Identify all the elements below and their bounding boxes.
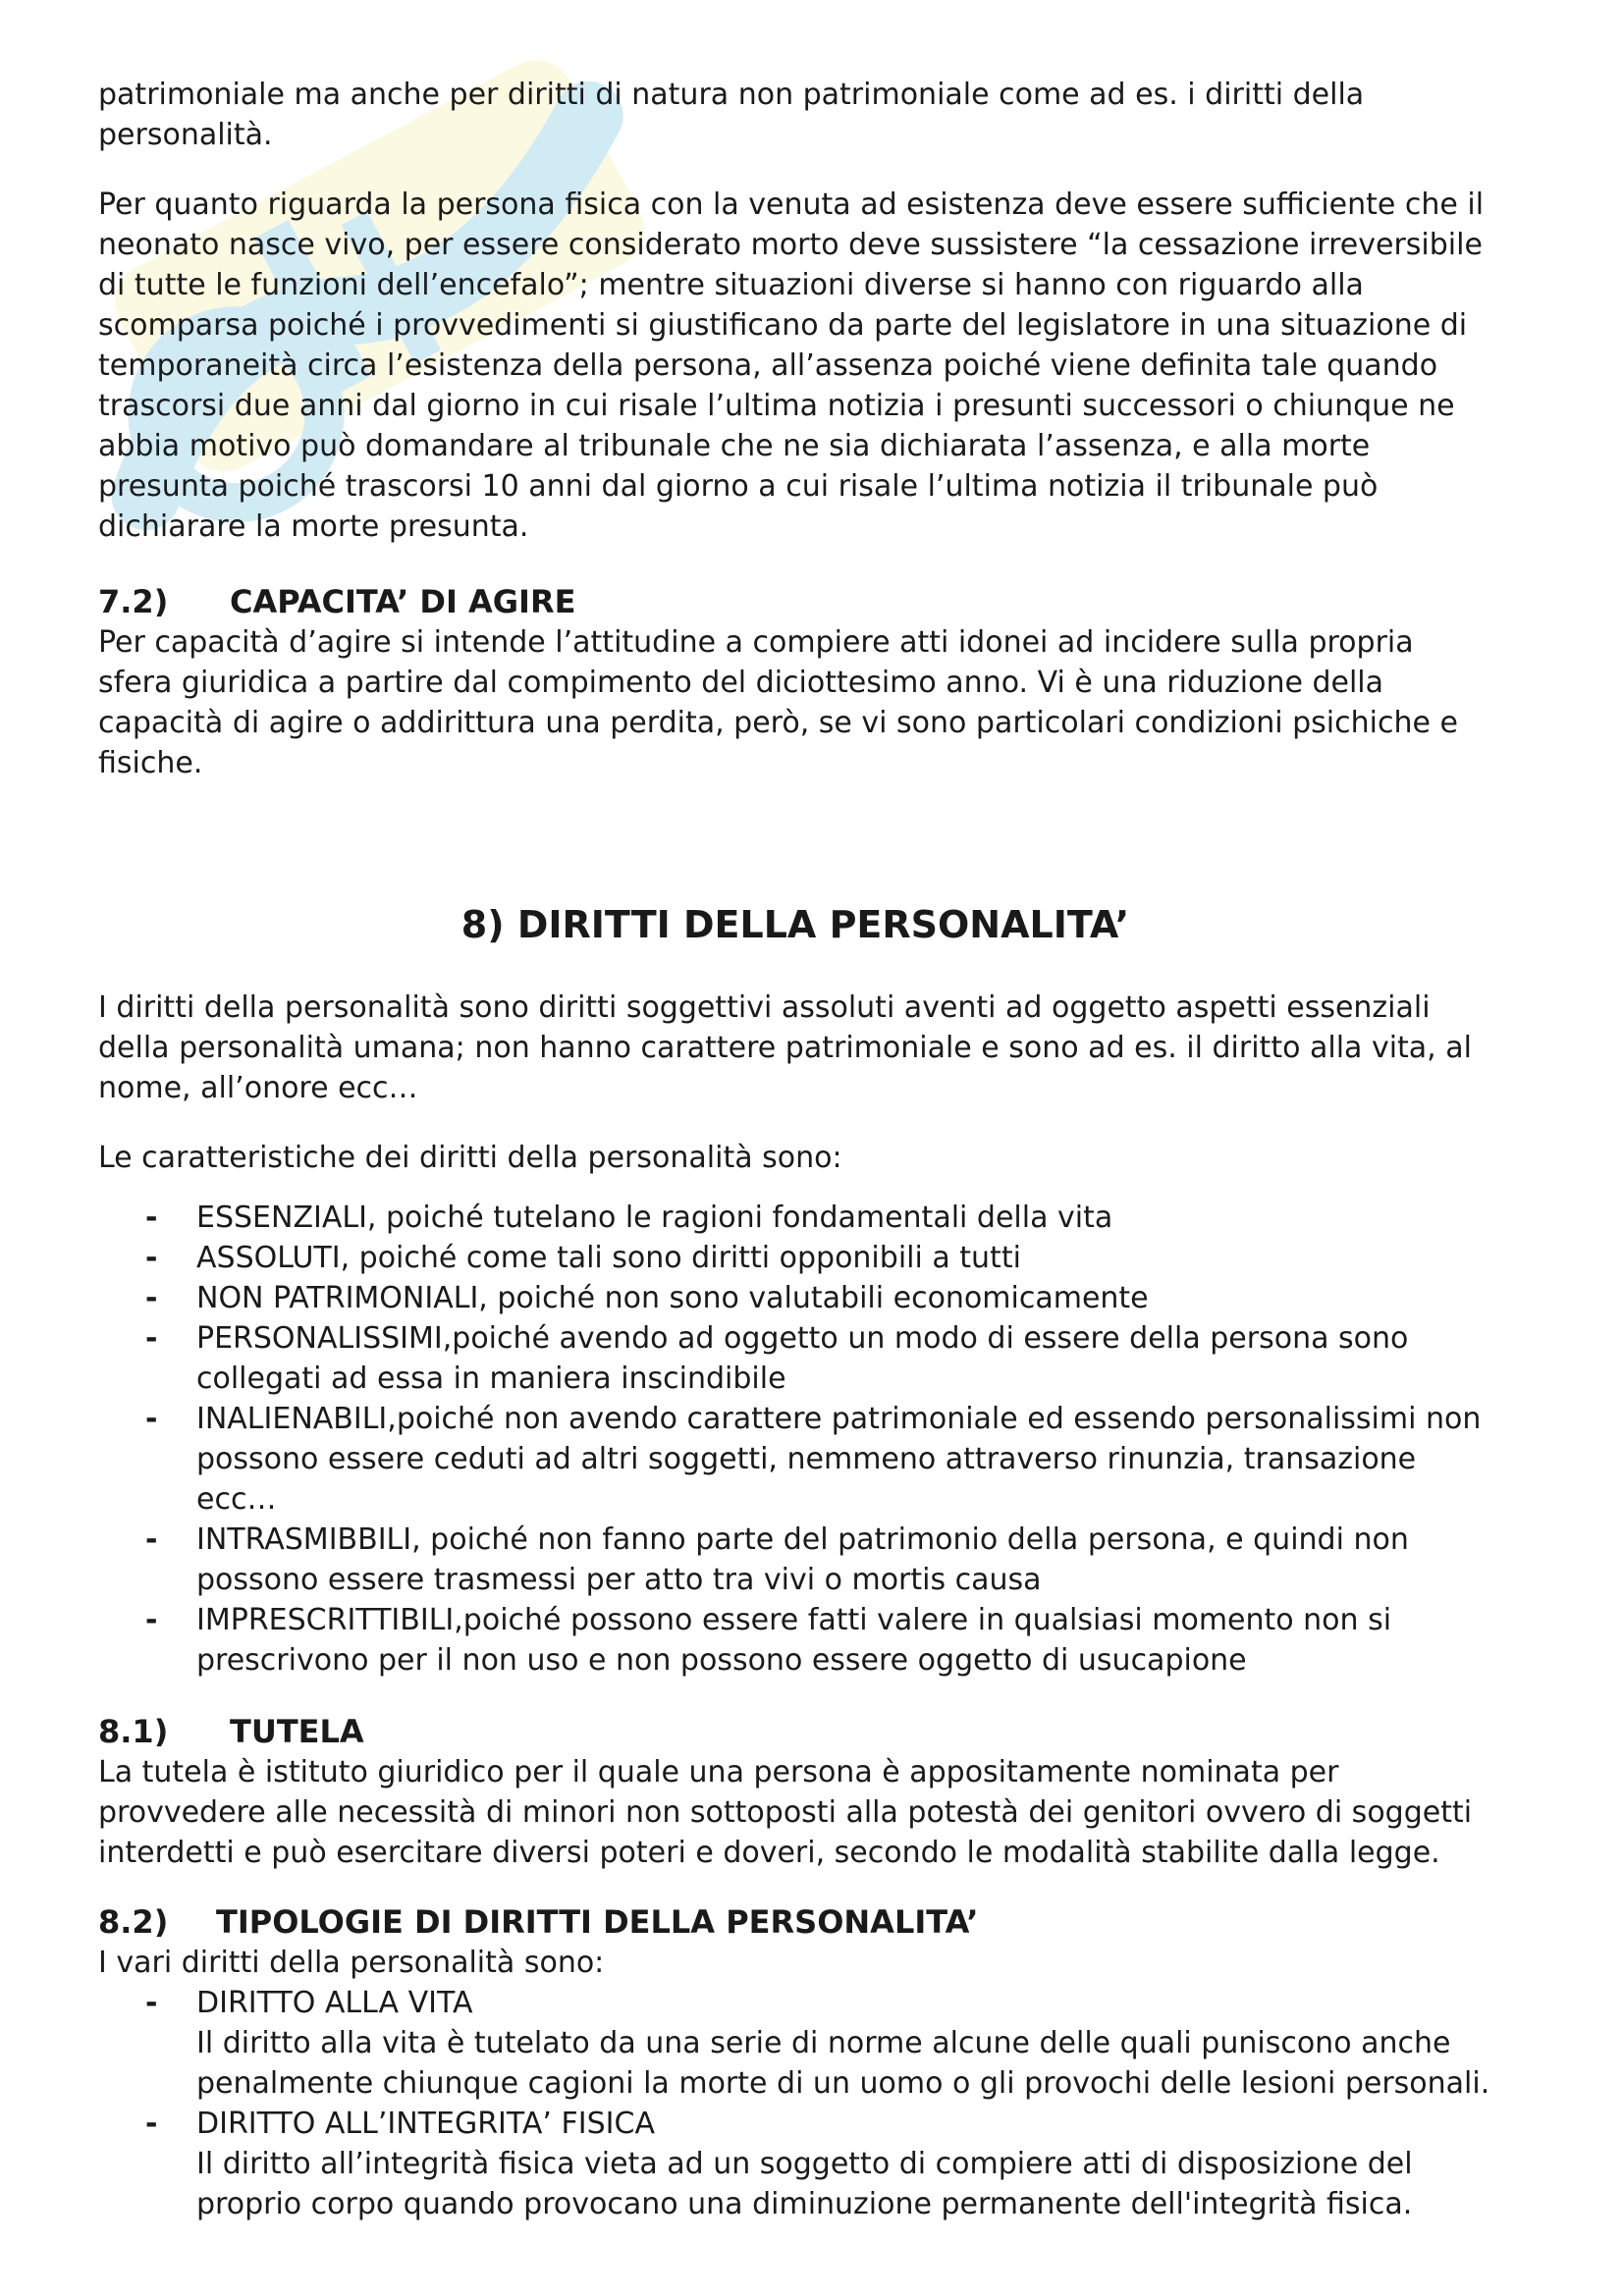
section-intro: I vari diritti della personalità sono: [98, 1946, 605, 1980]
document-page [98, 75, 1492, 2256]
dash-bullet: - [145, 1603, 158, 1637]
list-item-text: PERSONALISSIMI,poiché avendo ad oggetto un modo di essere della persona sono collegati ad essa in maniera inscindibile [196, 1321, 1409, 1396]
paragraph-persona-fisica: Per quanto riguarda la persona fisica con la venuta ad esistenza deve essere sufficiente che il neonato nasce vivo, per essere considerato morto deve sussistere “la cessazione irreversibile di tutte le funzioni dell’encefalo”; mentre situazioni diverse si hanno con riguardo alla scomparsa poiché i provvedimenti si giustificano da parte del legislatore in una situazione di temporaneità circa l’esistenza della persona, all’assenza poiché viene definita tale quando trascorsi due anni dal giorno in cui risale l’ultima notizia i presunti successori o chiunque ne abbia motivo può domandare al tribunale che ne sia dichiarata l’assenza, e alla morte presunta poiché trascorsi 10 anni dal giorno a cui risale l’ultima notizia il tribunale può dichiarare la morte presunta. [98, 187, 1485, 544]
dash-bullet: - [145, 1201, 158, 1235]
dash-bullet: - [145, 1522, 158, 1557]
section-title: TIPOLOGIE DI DIRITTI DELLA PERSONALITA’ [216, 1903, 979, 1941]
dash-bullet: - [145, 1241, 158, 1275]
right-description: Il diritto all’integrità fisica vieta ad un soggetto di compiere atti di disposizione del proprio corpo quando provocano una diminuzione permanente dell'integrità fisica. [196, 2147, 1413, 2221]
list-item-text: ESSENZIALI, poiché tutelano le ragioni fondamentali della vita [196, 1201, 1113, 1235]
list-item-text: NON PATRIMONIALI, poiché non sono valutabili economicamente [196, 1281, 1149, 1315]
dash-bullet: - [145, 1281, 158, 1315]
section-heading-8-2 [98, 1902, 1492, 1943]
section-heading-8-1 [98, 1712, 1492, 1752]
section-body: Per capacità d’agire si intende l’attitudine a compiere atti idonei ad incidere sulla propria sfera giuridica a partire dal compimento del diciottesimo anno. Vi è una riduzione della capacità di agire o addirittura una perdita, però, se vi sono particolari condizioni psichiche e fisiche. [98, 625, 1458, 780]
right-title: DIRITTO ALL’INTEGRITA’ FISICA [196, 2107, 655, 2141]
list-item [98, 1983, 1492, 2104]
list-item-text: IMPRESCRITTIBILI,poiché possono essere fatti valere in qualsiasi momento non si prescrivono per il non uso e non possono essere oggetto di usucapione [196, 1603, 1392, 1678]
list-intro: Le caratteristiche dei diritti della personalità sono: [98, 1141, 842, 1175]
right-title: DIRITTO ALLA VITA [196, 1986, 473, 2020]
list-item [98, 1399, 1492, 1520]
dash-bullet: - [145, 1986, 158, 2020]
paragraph-continuation: patrimoniale ma anche per diritti di natura non patrimoniale come ad es. i diritti della personalità. [98, 78, 1365, 152]
right-description: Il diritto alla vita è tutelato da una serie di norme alcune delle quali puniscono anche penalmente chiunque cagioni la morte di un uomo o gli provochi delle lesioni personali. [196, 2026, 1490, 2101]
list-item [98, 1318, 1492, 1399]
dash-bullet: - [145, 2107, 158, 2141]
section-heading-7-2 [98, 582, 1492, 622]
section-title: CAPACITA’ DI AGIRE [230, 583, 576, 620]
rights-list [98, 1983, 1492, 2224]
list-item [98, 2104, 1492, 2224]
list-item [98, 1278, 1492, 1318]
dash-bullet: - [145, 1402, 158, 1436]
list-item-text: INALIENABILI,poiché non avendo carattere patrimoniale ed essendo personalissimi non possono essere ceduti ad altri soggetti, nemmeno attraverso rinunzia, transazione ecc… [196, 1402, 1482, 1517]
chapter-intro: I diritti della personalità sono diritti soggettivi assoluti aventi ad oggetto aspetti essenziali della personalità umana; non hanno carattere patrimoniale e sono ad es. il diritto alla vita, al nome, all’onore ecc… [98, 990, 1472, 1105]
section-number: 8.1) [98, 1713, 169, 1750]
chapter-title: 8) DIRITTI DELLA PERSONALITA’ [460, 903, 1130, 946]
list-item-text: ASSOLUTI, poiché come tali sono diritti opponibili a tutti [196, 1241, 1021, 1275]
list-item [98, 1198, 1492, 1238]
list-item-text: INTRASMIBBILI, poiché non fanno parte del patrimonio della persona, e quindi non possono essere trasmessi per atto tra vivi o mortis causa [196, 1522, 1409, 1597]
dash-bullet: - [145, 1321, 158, 1356]
characteristics-list [98, 1198, 1492, 1681]
list-item [98, 1520, 1492, 1600]
section-body: La tutela è istituto giuridico per il quale una persona è appositamente nominata per provvedere alle necessità di minori non sottoposti alla potestà dei genitori ovvero di soggetti interdetti e può esercitare diversi poteri e doveri, secondo le modalità stabilite dalla legge. [98, 1755, 1473, 1870]
section-number: 8.2) [98, 1903, 169, 1941]
section-number: 7.2) [98, 583, 169, 620]
section-title: TUTELA [230, 1713, 364, 1750]
list-item [98, 1238, 1492, 1278]
list-item [98, 1600, 1492, 1681]
